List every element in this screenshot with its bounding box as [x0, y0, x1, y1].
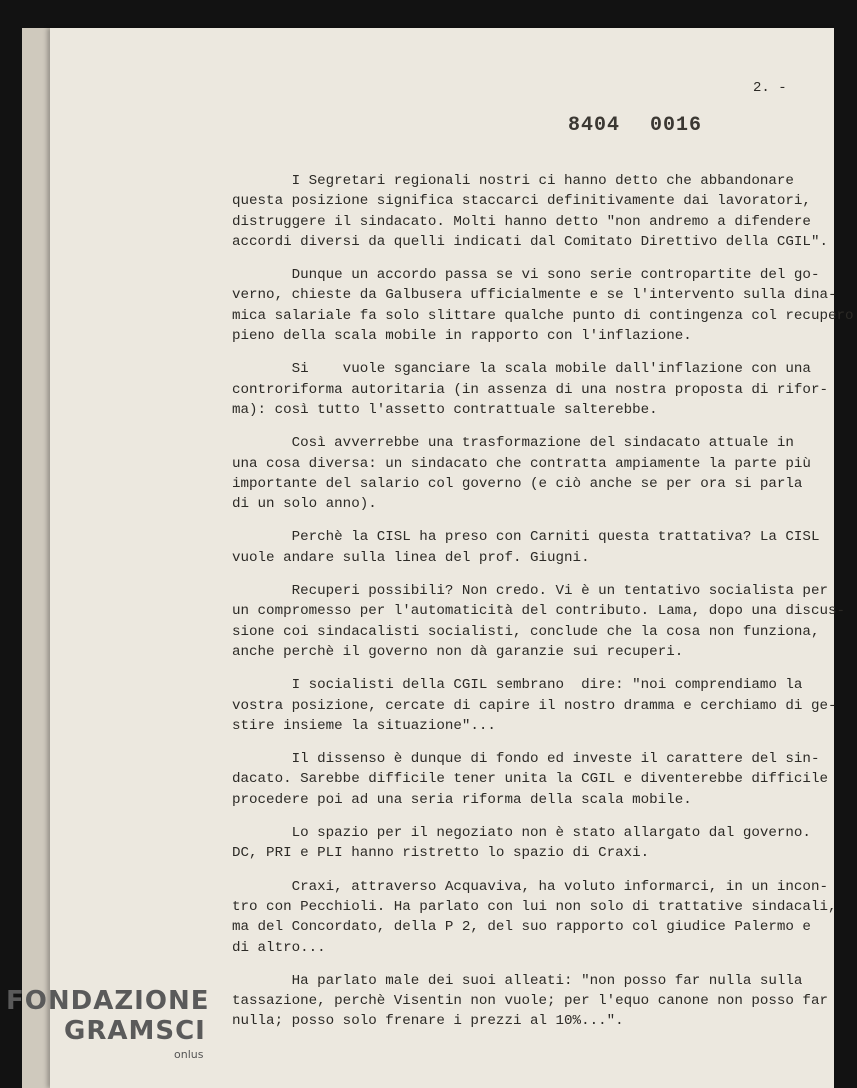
paragraph: Recuperi possibili? Non credo. Vi è un tentativo socialista per un compromesso per l'automaticità del contributo. Lama, dopo una discus- sione coi sindacalisti socialisti, conclude che la cosa non funziona, anche perchè il governo non dà garanzie sui recuperi.: [232, 583, 845, 660]
archive-stamp: [568, 114, 702, 137]
document-body: [232, 171, 854, 1045]
paragraph: Lo spazio per il negoziato non è stato allargato dal governo. DC, PRI e PLI hanno ristretto lo spazio di Craxi.: [232, 825, 811, 862]
archive-code-a: 8404: [568, 114, 621, 137]
paragraph: Si vuole sganciare la scala mobile dall'inflazione con una controriforma autoritaria (in assenza di una nostra proposta di rifor- ma): così tutto l'assetto contrattuale salterebbe.: [232, 361, 828, 418]
paragraph: Perchè la CISL ha preso con Carniti questa trattativa? La CISL vuole andare sulla linea del prof. Giugni.: [232, 529, 820, 566]
watermark-line-3: onlus: [174, 1048, 204, 1061]
watermark-line-1: FONDAZIONE: [6, 986, 210, 1016]
paragraph: I socialisti della CGIL sembrano dire: "noi comprendiamo la vostra posizione, cercate di capire il nostro dramma e cerchiamo di ge- stire insieme la situazione"...: [232, 677, 837, 734]
paragraph: Il dissenso è dunque di fondo ed investe il carattere del sin- dacato. Sarebbe difficile tener unita la CGIL e diventerebbe difficile procedere poi ad una seria riforma della scala mobile.: [232, 751, 828, 808]
watermark-line-2: GRAMSCI: [64, 1016, 206, 1046]
book-binding: [22, 28, 53, 1088]
paragraph: Craxi, attraverso Acquaviva, ha voluto informarci, in un incon- tro con Pecchioli. Ha parlato con lui non solo di trattative sindacali, ma del Concordato, della P 2, del suo rapporto col giudice Palermo e di altro...: [232, 878, 837, 956]
paragraph: I Segretari regionali nostri ci hanno detto che abbandonare questa posizione significa staccarci definitivamente dai lavoratori, distruggere il sindacato. Molti hanno detto "non andremo a difendere accordi diversi da quelli indicati dal Comitato Direttivo della CGIL".: [232, 173, 828, 250]
archive-code-b: 0016: [650, 114, 703, 137]
page-number: 2. -: [753, 80, 787, 96]
paragraph: Così avverrebbe una trasformazione del sindacato attuale in una cosa diversa: un sindacato che contratta ampiamente la parte più importante del salario col governo (e ciò anche se per ora si parla di un solo anno).: [232, 435, 811, 513]
document-page: [50, 28, 854, 1088]
watermark-logo: [0, 982, 230, 1080]
paragraph: Ha parlato male dei suoi alleati: "non posso far nulla sulla tassazione, perchè Visentin non vuole; per l'equo canone non posso far nulla; posso solo frenare i prezzi al 10%...".: [232, 972, 828, 1030]
paragraph: Dunque un accordo passa se vi sono serie contropartite del go- verno, chieste da Galbusera ufficialmente e se l'intervento sulla dina- mica salariale fa solo slittare qualche punto di contingenza col recupero pieno della scala mobile in rapporto con l'inflazione.: [232, 267, 854, 345]
